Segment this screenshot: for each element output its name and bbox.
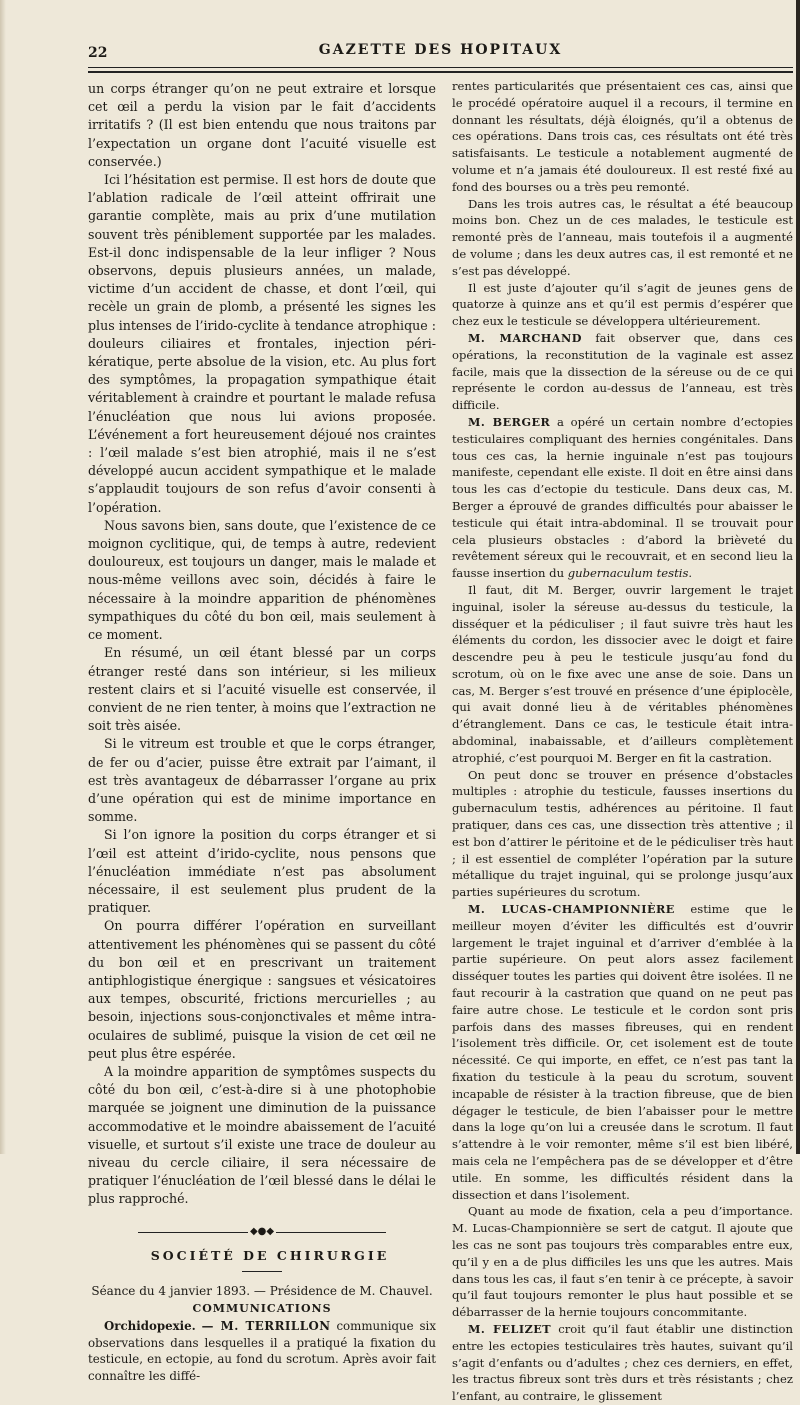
- berger-paragraph: [452, 414, 793, 582]
- paragraph: On pourra différer l’opération en surveillant attentivement les phénomènes qui se passent du côté du bon œil et en prescrivant un traitement antiphlogistique énergique : sangsues et vésicatoires aux tempes, obscurité, frictions mercurielles ; au besoin, injections sous-conjonctivales et même intra-oculaires de sublimé, puisque la vision de cet œil ne peut plus être espérée.: [88, 918, 436, 1061]
- author-name: M. FELIZET: [468, 1321, 552, 1336]
- author-name: M. LUCAS-CHAMPIONNIÈRE: [468, 902, 675, 917]
- journal-title: GAZETTE DES HOPITAUX: [318, 42, 563, 58]
- paragraph: On peut donc se trouver en présence d’obstacles multiples : atrophie du testicule, fausses insertions du gubernaculum testis, adhérences au péritoine. Il faut pratiquer, dans ces cas, une dissection très attentive ; il est bon d’attirer le péritoine et de le pédiculiser très haut ; il est essentiel de compléter l’opération par la suture métallique du trajet inguinal, qui se prolonge jusqu’aux parties supérieures du scrotum.: [452, 767, 793, 900]
- orchidopexie-paragraph: [88, 1318, 436, 1384]
- page-edge-shadow: [0, 0, 6, 1154]
- section-divider: ◆●◆: [88, 1223, 436, 1237]
- right-column: [452, 78, 793, 1405]
- author-name: — M. TERRILLON: [201, 1319, 331, 1334]
- communications-heading: COMMUNICATIONS: [192, 1302, 332, 1315]
- paragraph: Quant au mode de fixation, cela a peu d’importance. M. Lucas-Championnière se sert de catgut. Il ajoute que les cas ne sont pas toujours très comparables entre eux, qu’il y en a de plus difficiles les uns que les autres. Mais dans tous les cas, il faut s’en tenir à ce précepte, à savoir qu’il faut toujours remonter le plus haut possible et se débarrasser de la hernie toujours concommitante.: [452, 1204, 793, 1320]
- section-title: SOCIÉTÉ DE CHIRURGIE: [150, 1247, 390, 1263]
- paragraph: Si le vitreum est trouble et que le corps étranger, de fer ou d’acier, puisse être extrait par l’aimant, il est très avantageux de débarrasser l’organe au prix d’une opération qui est de minime importance en somme.: [88, 736, 436, 825]
- short-rule: [242, 1271, 282, 1272]
- paragraph: rentes particularités que présentaient ces cas, ainsi que le procédé opératoire auquel il a recours, il termine en donnant les résultats, déjà éloignés, qu’il a obtenus de ces opérations. Dans trois cas, ces résultats ont été très satisfaisants. Le testicule a notablement augmenté de volume et n’a jamais été douloureux. Il est resté fixé au fond des bourses ou a très peu remonté.: [452, 79, 793, 194]
- berger-italic: gubernaculum testis: [567, 566, 689, 581]
- paragraph: Il faut, dit M. Berger, ouvrir largement le trajet inguinal, isoler la séreuse au-dessus du testicule, la disséquer et la pédiculiser ; il faut suivre très haut les éléments du cordon, les dissocier avec le doigt et faire descendre peu à peu le testicule jusqu’au fond du scrotum, où on le fixe avec une anse de soie. Dans un cas, M. Berger s’est trouvé en présence d’une épiplocèle, qui avait donné lieu à de véritables phénomènes d’étranglement. Dans ce cas, le testicule était intra-abdominal, inabaissable, et d’ailleurs complètement atrophié, c’est pourquoi M. Berger en fit la castration.: [452, 582, 793, 765]
- berger-end: .: [688, 566, 693, 581]
- author-name: M. BERGER: [468, 414, 551, 429]
- marchand-text: fait observer que, dans ces opérations, la reconstitution de la vaginale est assez facile, mais que la dissection de la séreuse ou de ce qui représente le cordon au-dessus de l’anneau, est très difficile.: [452, 330, 793, 413]
- felizet-text: croit qu’il faut établir une distinction entre les ectopies testiculaires très hautes, suivant qu’il s’agit d’enfants ou d’adultes ; chez ces derniers, en effet, les tractus fibreux sont très durs et très résistants ; chez l’enfant, au contraire, le glissement: [452, 1321, 794, 1404]
- berger-text: a opéré un certain nombre d’ectopies testiculaires compliquant des hernies congénitales. Dans tous ces cas, la hernie inguinale n’est pas toujours manifeste, cependant elle existe. Il doit en être ainsi dans tous les cas d’ectopie du testicule. Dans deux cas, M. Berger a éprouvé de grandes difficultés pour abaisser le testicule qui était intra-abdominal. Il se trouvait pour cela plusieurs obstacles : d’abord la brièveté du revêtement séreux qui le recouvrait, et en second lieu la fausse insertion du: [452, 414, 793, 581]
- page-header: [88, 42, 793, 62]
- felizet-paragraph: [452, 1321, 793, 1405]
- paragraph: Dans les trois autres cas, le résultat a été beaucoup moins bon. Chez un de ces malades, le testicule est remonté près de l’anneau, mais toutefois il a augmenté de volume ; dans les deux autres cas, il est remonté et ne s’est pas développé.: [452, 196, 793, 278]
- left-column: [88, 80, 436, 1385]
- paragraph: Si l’on ignore la position du corps étranger et si l’œil est atteint d’irido-cyclite, nous pensons que l’énucléation immédiate n’est pas absolument nécessaire, il est seulement plus prudent de la pratiquer.: [88, 827, 436, 916]
- marchand-paragraph: [452, 330, 793, 414]
- paragraph: Nous savons bien, sans doute, que l’existence de ce moignon cyclitique, qui, de temps à autre, redevient douloureux, est toujours un danger, mais le malade et nous-même veillons avec soin, décidés à faire le nécessaire à la moindre apparition de phénomènes sympathiques du côté du bon œil, mais seulement à ce moment.: [88, 517, 436, 643]
- paragraph: Il est juste d’ajouter qu’il s’agit de jeunes gens de quatorze à quinze ans et qu’il est permis d’espérer que chez eux le testicule se développera ultérieurement.: [452, 280, 793, 329]
- seance-line: Séance du 4 janvier 1893. — Présidence de M. Chauvel.: [91, 1283, 433, 1298]
- orchidopexie-title: Orchidopexie.: [104, 1319, 196, 1334]
- lucas-text: estime que le meilleur moyen d’éviter les difficultés est d’ouvrir largement le trajet inguinal et d’arriver d’emblée à la partie supérieure. On peut alors assez facilement disséquer toutes les parties qui doivent être isolées. Il ne faut recourir à la castration que quand on ne peut pas faire autre chose. Le testicule et le cordon sont pris parfois dans des masses fibreuses, qui en rendent l’isolement très difficile. Or, cet isolement est de toute nécessité. Ce qui importe, en effet, ce n’est pas tant la fixation du testicule à la peau du scrotum, souvent incapable de résister à la traction fibreuse, que de bien dégager le testicule, de bien l’abaisser pour le mettre dans la loge qu’on lui a creusée dans le scrotum. Il faut s’attendre à le voir remonter, même s’il est bien libéré, mais cela ne l’empêchera pas de se développer et d’être utile. En somme, les difficultés résident dans la dissection et dans l’isolement.: [452, 902, 793, 1202]
- page-right-edge: [796, 0, 800, 1154]
- page-number: 22: [88, 45, 108, 61]
- lucas-paragraph: [452, 901, 793, 1203]
- orchidopexie-text: communique six observations dans lesquelles il a pratiqué la fixation du testicule, en ectopie, au fond du scrotum. Après avoir fait connaître les diffé-: [88, 1319, 436, 1383]
- paragraph: En résumé, un œil étant blessé par un corps étranger resté dans son intérieur, si les milieux restent clairs et si l’acuité visuelle est conservée, il convient de ne rien tenter, à moins que l’extraction ne soit très aisée.: [88, 645, 436, 734]
- header-rule-thick: [88, 71, 793, 73]
- paragraph: A la moindre apparition de symptômes suspects du côté du bon œil, c’est-à-dire si à une photophobie marquée se joignent une diminution de la puissance accommodative et le moindre abaissement de l’acuité visuelle, et surtout s’il existe une trace de douleur au niveau du cercle ciliaire, il sera nécessaire de pratiquer l’énucléation de l’œil blessé dans le délai le plus rapproché.: [88, 1063, 436, 1207]
- paragraph: Ici l’hésitation est permise. Il est hors de doute que l’ablation radicale de l’œil atteint offrirait une garantie complète, mais au prix d’une mutilation souvent très péniblement supportée par les malades. Est-il donc indispensable de la leur infliger ? Nous observons, depuis plusieurs années, un malade, victime d’un accident de chasse, et dont l’œil, qui recèle un grain de plomb, a présenté les signes les plus intenses de l’irido-cyclite à tendance atrophique : douleurs ciliaires et frontales, injection péri-kératique, perte absolue de la vision, etc. Au plus fort des symptômes, la propagation sympathique était véritablement à craindre et pourtant le malade refusa l’énucléation que nous lui avions proposée. L’événement a fort heureusement déjoué nos craintes : l’œil malade s’est bien atrophié, mais il ne s’est développé aucun accident sympathique et le malade s’applaudit toujours de son refus d’avoir consenti à l’opération.: [88, 172, 436, 515]
- paragraph: un corps étranger qu’on ne peut extraire et lorsque cet œil a perdu la vision par le fait d’accidents irritatifs ? (Il est bien entendu que nous traitons par l’expectation un organe dont l’acuité visuelle est conservée.): [88, 81, 436, 169]
- author-name: M. MARCHAND: [468, 330, 582, 345]
- header-rule: [88, 67, 793, 68]
